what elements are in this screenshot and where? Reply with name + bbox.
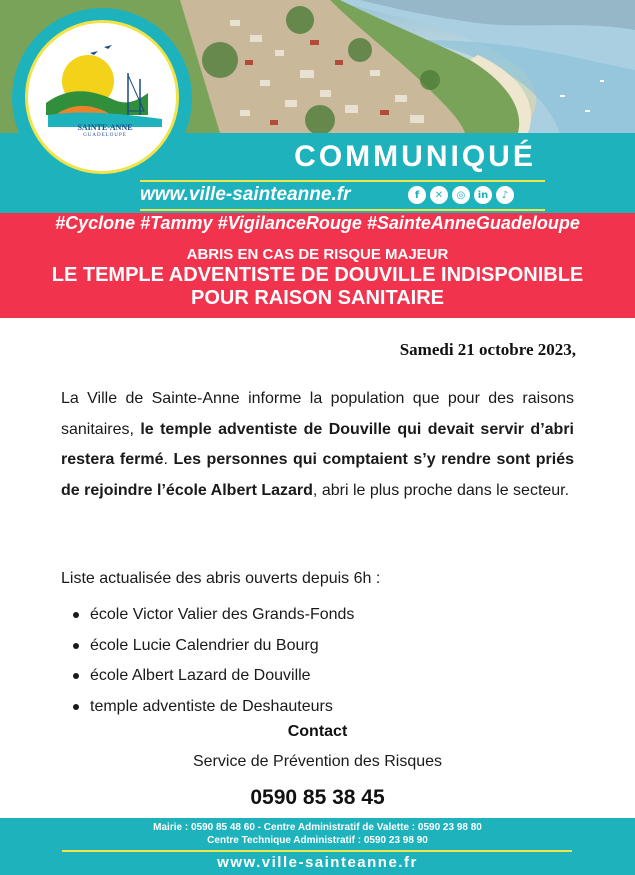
communique-date: Samedi 21 octobre 2023, <box>399 340 576 359</box>
bullet-icon <box>73 704 79 710</box>
footer-phones-line-2: Centre Technique Administratif : 0590 23 98 90 <box>207 835 428 846</box>
title-divider <box>140 180 545 182</box>
linkedin-icon[interactable]: in <box>474 186 492 204</box>
logo-name: SAINTE-ANNE <box>77 123 133 132</box>
shelter-list <box>61 600 581 722</box>
footer-divider <box>62 850 572 852</box>
shelter-name: école Albert Lazard de Douville <box>90 667 311 685</box>
list-item <box>61 631 581 662</box>
city-logo <box>25 20 179 174</box>
header-website-link[interactable]: www.ville-sainteanne.fr <box>140 184 351 205</box>
banner-title-line-1: LE TEMPLE ADVENTISTE DE DOUVILLE INDISPONIBLE <box>51 264 584 286</box>
list-item <box>61 600 581 631</box>
shelter-name: école Lucie Calendrier du Bourg <box>90 636 319 654</box>
banner-title <box>0 264 635 310</box>
page-title: COMMUNIQUÉ <box>294 140 536 173</box>
list-item <box>61 692 581 723</box>
bullet-icon <box>73 612 79 618</box>
bullet-icon <box>73 673 79 679</box>
banner-subtitle: ABRIS EN CAS DE RISQUE MAJEUR <box>186 246 449 263</box>
shelter-list-intro: Liste actualisée des abris ouverts depuis 6h : <box>61 570 381 587</box>
x-icon[interactable]: ✕ <box>430 186 448 204</box>
instagram-icon[interactable]: ◎ <box>452 186 470 204</box>
logo-emblem-icon <box>28 23 179 174</box>
contact-phone[interactable]: 0590 85 38 45 <box>250 786 385 809</box>
para-bold-2: Les personnes qui comptaient s’y rendre sont priés de rejoindre l’école Albert Lazard <box>61 451 574 499</box>
footer-phones-line-1: Mairie : 0590 85 48 60 - Centre Administratif de Valette : 0590 23 98 80 <box>153 822 482 833</box>
hashtags: #Cyclone #Tammy #VigilanceRouge #SainteAnneGuadeloupe <box>55 213 580 233</box>
para-text-1: La Ville de Sainte-Anne informe la population que pour des raisons sanitaires, <box>61 390 574 438</box>
bullet-icon <box>73 643 79 649</box>
shelter-name: école Victor Valier des Grands-Fonds <box>90 606 355 624</box>
list-item <box>61 661 581 692</box>
tiktok-icon[interactable]: ♪ <box>496 186 514 204</box>
website-divider <box>140 209 545 211</box>
para-text-2: . <box>163 451 174 468</box>
main-paragraph <box>61 384 574 506</box>
contact-service: Service de Prévention des Risques <box>192 753 443 770</box>
logo-subtitle: GUADELOUPE <box>83 133 127 138</box>
banner-title-line-2: POUR RAISON SANITAIRE <box>191 287 444 309</box>
facebook-icon[interactable]: f <box>408 186 426 204</box>
contact-heading: Contact <box>287 723 348 740</box>
shelter-name: temple adventiste de Deshauteurs <box>90 697 333 715</box>
para-text-3: , abri le plus proche dans le secteur. <box>312 481 570 499</box>
footer-website-link[interactable]: www.ville-sainteanne.fr <box>217 854 418 871</box>
social-icons <box>408 186 514 204</box>
para-bold-1: le temple adventiste de Douville qui devait servir d’abri restera fermé <box>61 420 574 468</box>
